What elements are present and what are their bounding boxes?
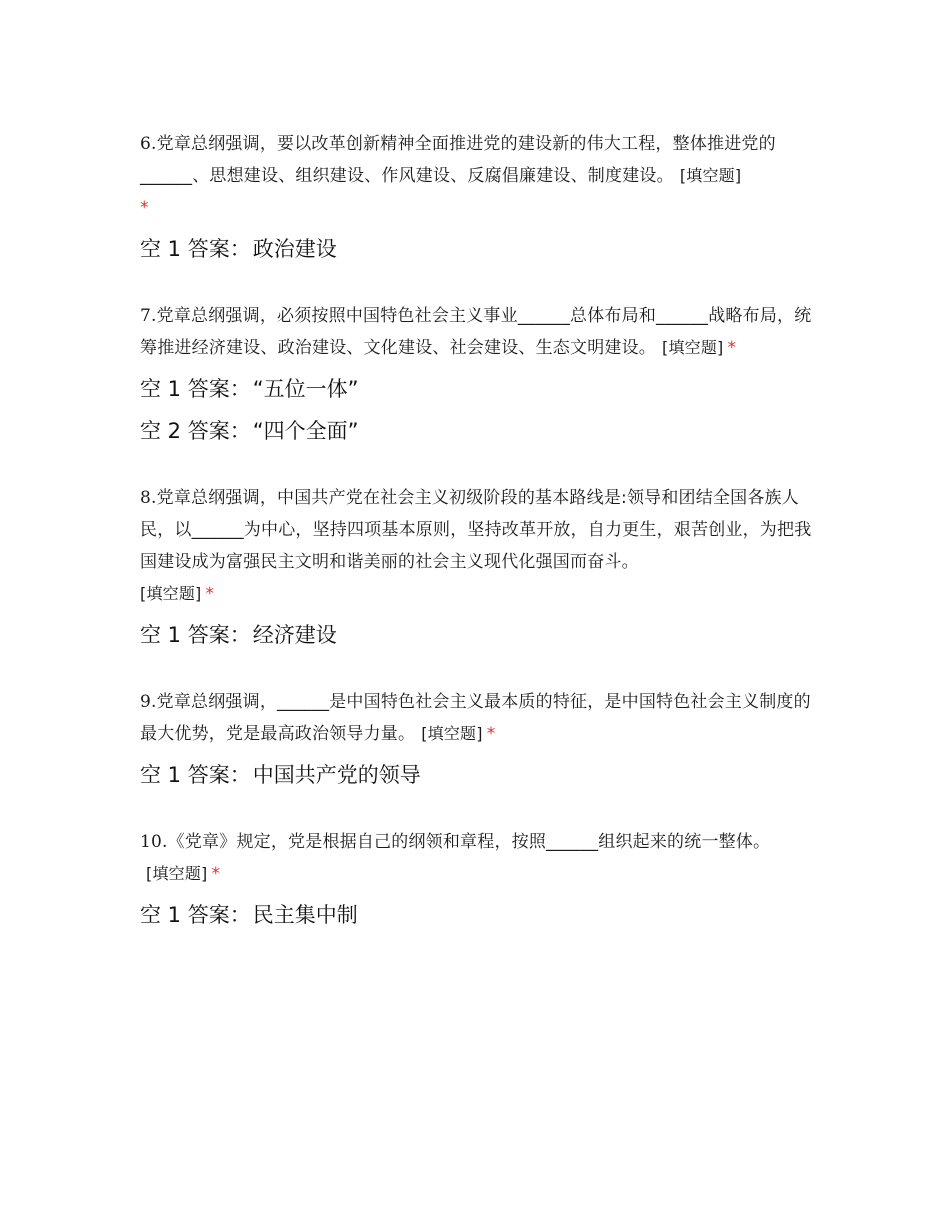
- answer-label: 空 1 答案：: [140, 903, 251, 927]
- question-type-tag: [填空题]: [146, 864, 208, 883]
- answer-line: [140, 234, 815, 264]
- question-body: 党章总纲强调，要以改革创新精神全面推进党的建设新的伟大工程，整体推进党的______、思想建设、组织建设、作风建设、反腐倡廉建设、制度建设。: [140, 134, 776, 186]
- required-asterisk: *: [211, 864, 221, 884]
- question-type-tag: [填空题]: [679, 166, 742, 185]
- question-10: [140, 826, 815, 930]
- answer-value: 中国共产党的领导: [252, 763, 421, 787]
- question-text: [140, 128, 815, 224]
- question-type-tag: [填空题]: [421, 724, 483, 743]
- answer-value: “五位一体”: [252, 377, 359, 401]
- answer-label: 空 1 答案：: [140, 623, 251, 647]
- answer-label: 空 1 答案：: [140, 237, 251, 261]
- answer-value: “四个全面”: [252, 419, 359, 443]
- answer-value: 民主集中制: [252, 903, 358, 927]
- answer-line: [140, 374, 815, 404]
- question-body: 《党章》规定，党是根据自己的纲领和章程，按照______组织起来的统一整体。: [167, 832, 771, 852]
- answer-line: [140, 900, 815, 930]
- answer-line: [140, 416, 815, 446]
- answer-label: 空 1 答案：: [140, 377, 251, 401]
- question-type-tag: [填空题]: [662, 338, 724, 357]
- required-asterisk: *: [205, 584, 215, 604]
- answer-line: [140, 620, 815, 650]
- question-8: [140, 482, 815, 650]
- required-asterisk: *: [727, 338, 737, 358]
- question-number: 10.: [140, 832, 168, 852]
- question-text: [140, 686, 815, 750]
- question-body: 党章总纲强调，必须按照中国特色社会主义事业______总体布局和______战略布局，统筹推进经济建设、政治建设、文化建设、社会建设、生态文明建设。: [140, 306, 812, 358]
- question-body: 党章总纲强调，______是中国特色社会主义最本质的特征，是中国特色社会主义制度的最大优势，党是最高政治领导力量。: [140, 692, 811, 744]
- required-asterisk: *: [486, 724, 496, 744]
- question-text: [140, 826, 785, 890]
- question-6: [140, 128, 815, 264]
- question-number: 7.: [140, 306, 157, 326]
- question-9: [140, 686, 815, 790]
- question-number: 6.: [140, 134, 157, 154]
- question-text: [140, 482, 815, 610]
- question-7: [140, 300, 815, 446]
- answer-label: 空 1 答案：: [140, 763, 251, 787]
- question-text: [140, 300, 815, 364]
- answer-value: 政治建设: [252, 237, 337, 261]
- question-type-tag: [填空题]: [140, 584, 202, 603]
- answer-label: 空 2 答案：: [140, 419, 251, 443]
- survey-document: [140, 128, 815, 966]
- answer-line: [140, 760, 815, 790]
- question-number: 8.: [140, 488, 157, 508]
- required-asterisk: *: [140, 198, 149, 218]
- question-number: 9.: [140, 692, 157, 712]
- answer-value: 经济建设: [252, 623, 337, 647]
- question-body: 党章总纲强调，中国共产党在社会主义初级阶段的基本路线是:领导和团结全国各族人民，以______为中心，坚持四项基本原则，坚持改革开放，自力更生，艰苦创业，为把我国建设成为富强民主文明和谐美丽的社会主义现代化强国而奋斗。: [140, 488, 812, 572]
